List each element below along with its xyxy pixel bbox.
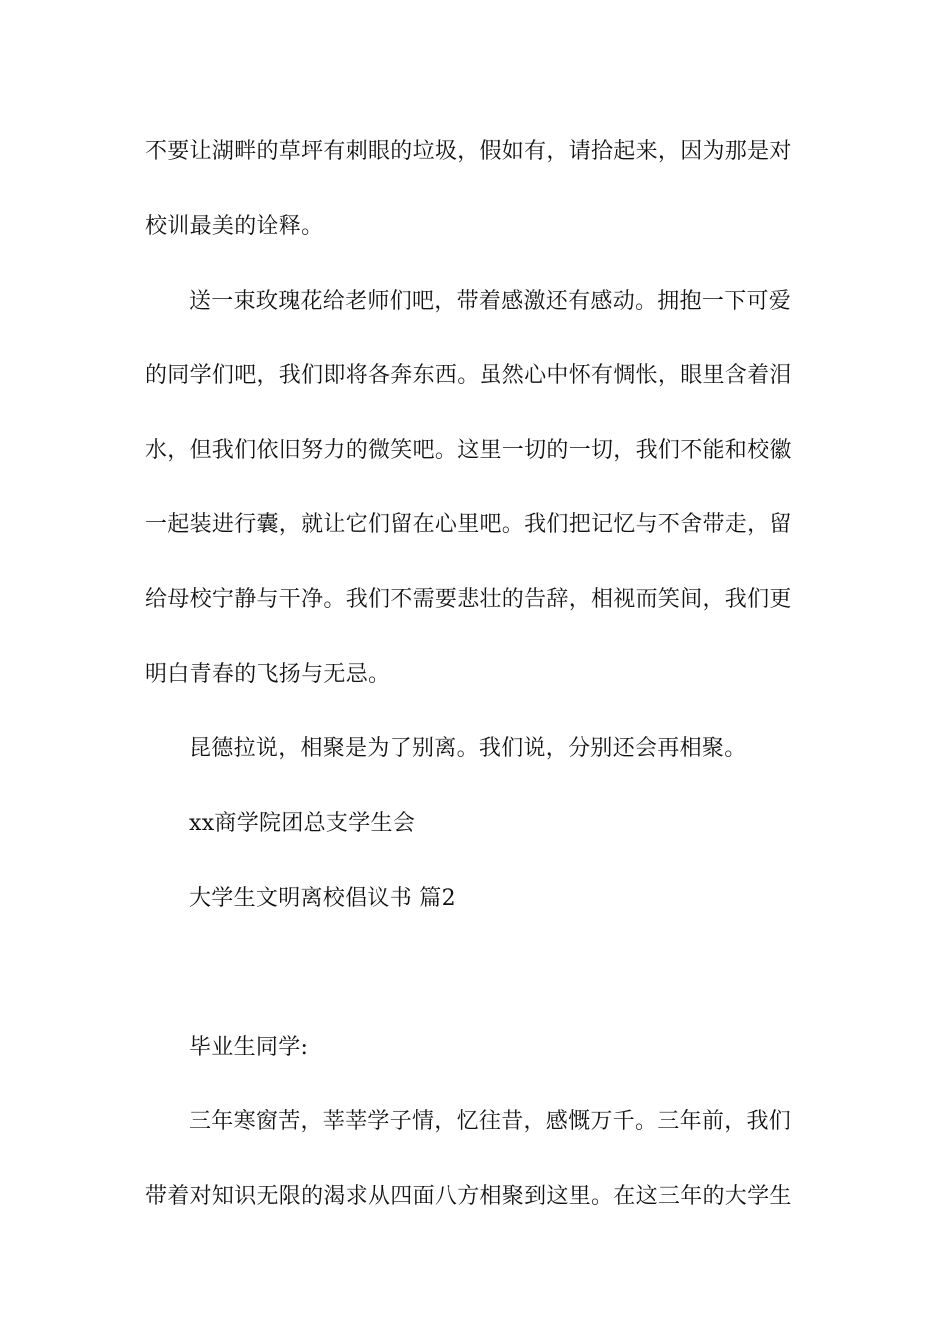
paragraph-line: 昆德拉说，相聚是为了别离。我们说，分别还会再相聚。 [189,736,747,761]
salutation: 毕业生同学: [189,1035,309,1060]
paragraph-line: 校训最美的诠释。 [145,214,324,239]
paragraph-line: 不要让湖畔的草坪有刺眼的垃圾，假如有，请拾起来，因为那是对 [145,139,792,164]
paragraph-line: 带着对知识无限的渴求从四面八方相聚到这里。在这三年的大学生 [145,1184,792,1209]
paragraph-line: 一起装进行囊，就让它们留在心里吧。我们把记忆与不舍带走，留 [145,512,792,537]
paragraph-line: 送一束玫瑰花给老师们吧，带着感激还有感动。拥抱一下可爱 [189,289,792,314]
paragraph-line: 明白青春的飞扬与无忌。 [145,662,391,687]
paragraph-line: 给母校宁静与干净。我们不需要悲壮的告辞，相视而笑间，我们更 [145,587,792,612]
section-heading: 大学生文明离校倡议书 篇2 [189,886,456,911]
paragraph-line: 三年寒窗苦，莘莘学子情，忆往昔，感慨万千。三年前，我们 [189,1109,792,1134]
signature-line: xx商学院团总支学生会 [189,811,416,836]
paragraph-line: 水，但我们依旧努力的微笑吧。这里一切的一切，我们不能和校徽 [145,438,792,463]
paragraph-line: 的同学们吧，我们即将各奔东西。虽然心中怀有惆怅，眼里含着泪 [145,363,792,388]
